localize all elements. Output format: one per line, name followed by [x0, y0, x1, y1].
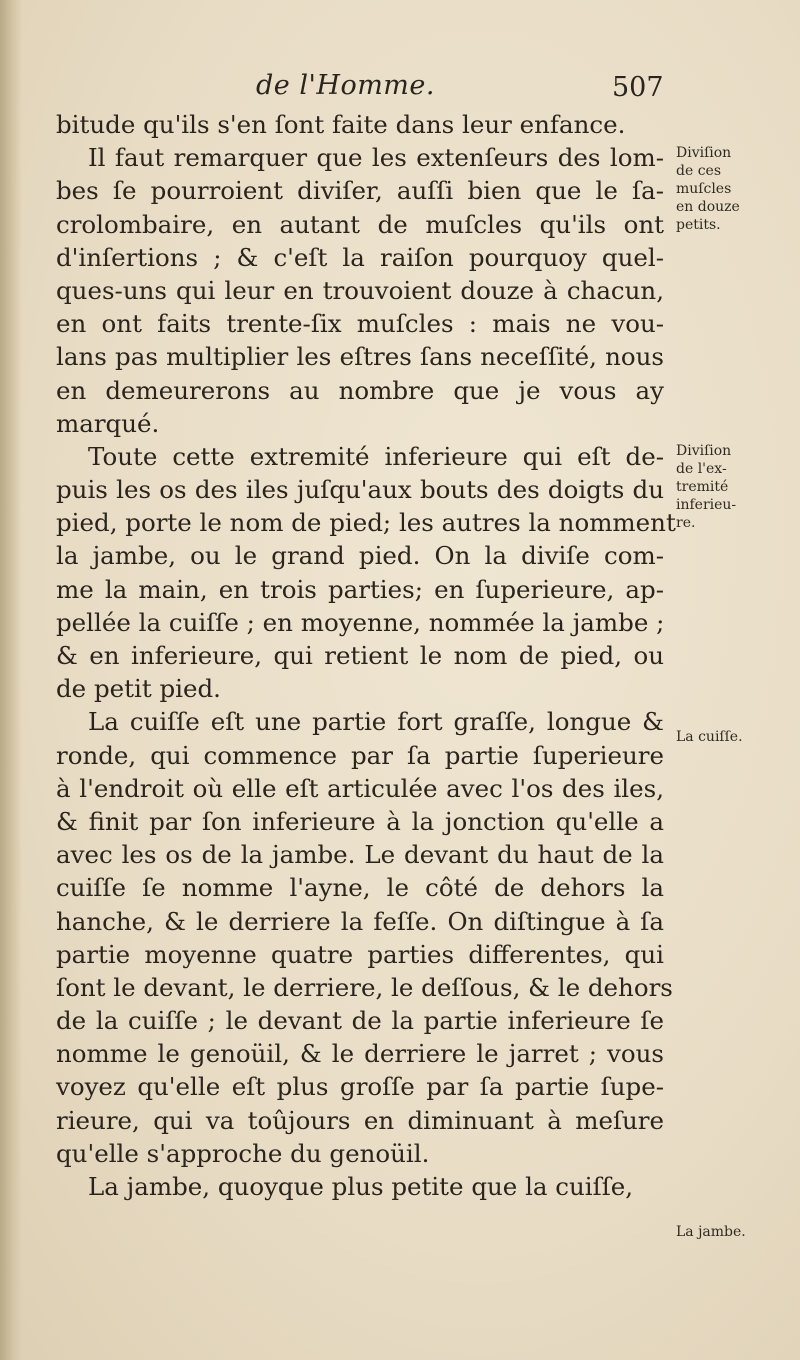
margin-note-line: muſcles	[676, 181, 732, 197]
text-line: à l'endroit où elle eſt articulée avec l'os des iles,	[56, 773, 664, 803]
margin-note-line: re.	[676, 515, 696, 531]
text-line: ſont le devant, le derriere, le deſſous, & le dehors	[56, 972, 673, 1002]
text-line: d'inſertions ; & c'eſt la raiſon pourquoy quel-	[56, 242, 664, 272]
margin-note-line: La cuiſſe.	[676, 729, 743, 745]
text-line: marqué.	[56, 408, 160, 438]
margin-note-line: tremité	[676, 479, 729, 495]
text-line: pied, porte le nom de pied; les autres la nomment	[56, 508, 676, 538]
margin-note-line: en douze	[676, 199, 740, 215]
page-number: 507	[612, 72, 664, 103]
text-line: bitude qu'ils s'en ſont faite dans leur enfance.	[56, 110, 626, 139]
margin-note-line: de ces	[676, 163, 722, 179]
text-line: avec les os de la jambe. Le devant du haut de la	[56, 840, 664, 870]
text-line: hanche, & le derriere la feſſe. On diſtingue à ſa	[56, 906, 664, 936]
margin-note-line: Diviſion	[676, 145, 732, 161]
body-text	[56, 108, 676, 1203]
text-line: & finit par ſon inferieure à la jonction qu'elle a	[56, 806, 664, 836]
text-line: nomme le genoüil, & le derriere le jarret ; vous	[56, 1039, 664, 1069]
text-line: & en inferieure, qui retient le nom de pied, ou	[56, 641, 664, 670]
text-line: en ont faits trente-ſix muſcles : mais ne vou-	[56, 309, 664, 339]
margin-note-jambe	[676, 1223, 794, 1241]
text-line: ronde, qui commence par ſa partie ſuperieure	[56, 740, 664, 770]
text-line: la jambe, ou le grand pied. On la diviſe com-	[56, 541, 664, 571]
margin-note-cuisse	[676, 728, 794, 746]
margin-note-line: Diviſion	[676, 443, 732, 459]
text-line: Il faut remarquer que les extenſeurs des lom-	[88, 143, 664, 173]
margin-note-line: La jambe.	[676, 1224, 746, 1240]
margin-note-line: de l'ex-	[676, 461, 727, 477]
text-line: La jambe, quoyque plus petite que la cuiſſe,	[88, 1172, 634, 1201]
text-line: me la main, en trois parties; en ſuperieure, ap-	[56, 574, 664, 604]
running-head: de l'Homme.	[256, 70, 435, 101]
text-line: partie moyenne quatre parties differentes, qui	[56, 939, 664, 969]
text-line: qu'elle s'approche du genoüil.	[56, 1138, 430, 1168]
text-line: pellée la cuiſſe ; en moyenne, nommée la jambe ;	[56, 607, 665, 637]
text-line: rieure, qui va toûjours en diminuant à meſure	[56, 1105, 664, 1135]
text-line: en demeurerons au nombre que je vous ay	[56, 375, 664, 405]
margin-note-division-extremity	[676, 442, 794, 532]
text-line: voyez qu'elle eſt plus groſſe par ſa partie ſupe-	[56, 1072, 664, 1102]
text-line: La cuiſſe eſt une partie fort graſſe, longue &	[88, 707, 664, 737]
book-spine-shadow	[0, 0, 22, 1360]
text-line: bes ſe pourroient diviſer, auſſi bien que le ſa-	[56, 176, 664, 206]
margin-note-line: inferieu-	[676, 497, 737, 513]
text-line: puis les os des iles juſqu'aux bouts des doigts du	[56, 475, 664, 505]
page-header	[0, 70, 800, 110]
text-line: crolombaire, en autant de muſcles qu'ils ont	[56, 209, 664, 239]
margin-note-line: petits.	[676, 217, 721, 233]
text-line: de la cuiſſe ; le devant de la partie inferieure ſe	[56, 1006, 664, 1036]
margin-note-division-muscles	[676, 144, 794, 234]
text-line: ques-uns qui leur en trouvoient douze à chacun,	[56, 275, 664, 305]
text-line: Toute cette extremité inferieure qui eſt de-	[88, 441, 664, 471]
text-line: lans pas multiplier les eſtres ſans neceſſité, nous	[56, 342, 664, 372]
text-line: cuiſſe ſe nomme l'ayne, le côté de dehors la	[56, 873, 664, 903]
text-line: de petit pied.	[56, 674, 221, 704]
